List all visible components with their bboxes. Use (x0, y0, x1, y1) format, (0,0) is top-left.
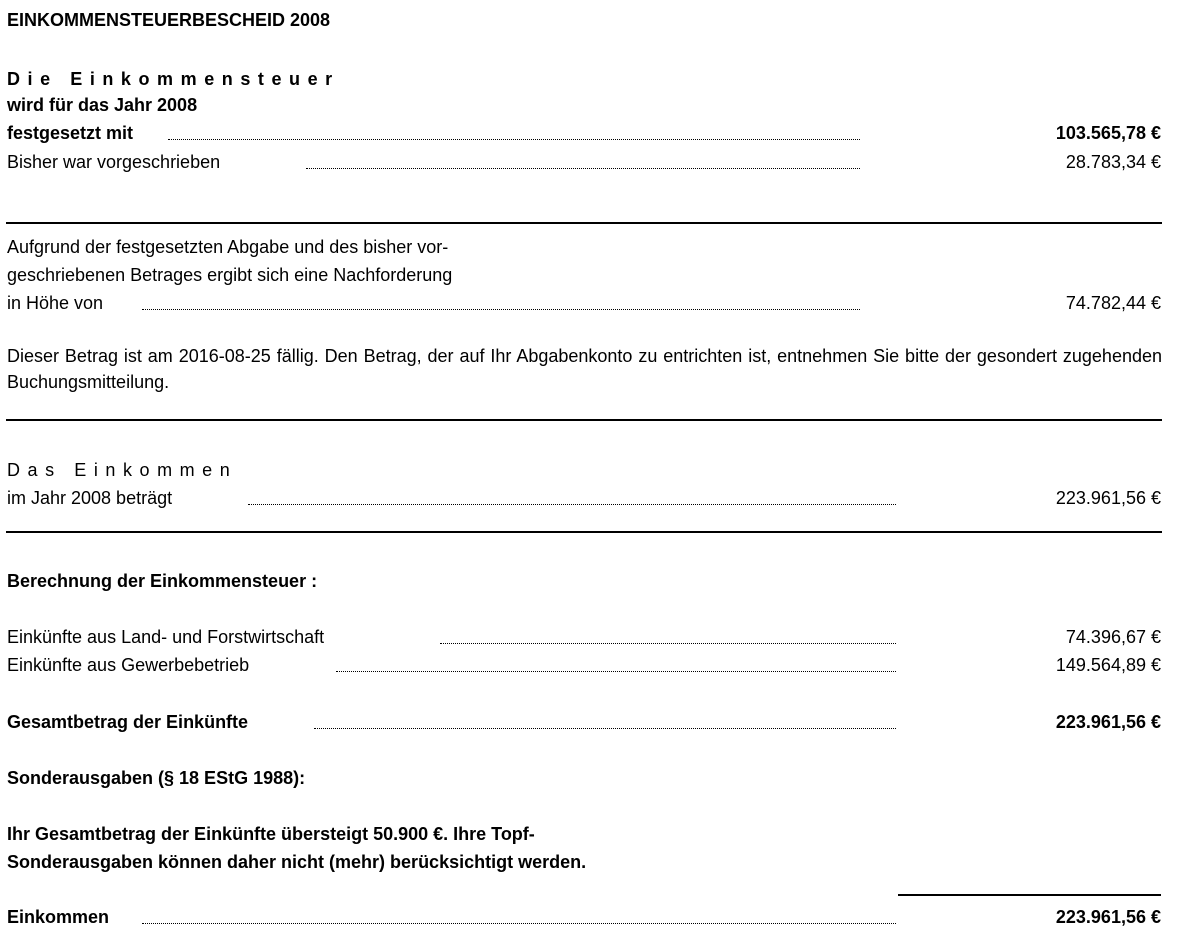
income-item-amount: 149.564,89 € (1055, 655, 1161, 675)
income-label: Einkommen (7, 907, 110, 927)
dot-leader (142, 307, 860, 310)
fixed-amount: 103.565,78 € (1055, 123, 1161, 143)
claim-amount: 74.782,44 € (1065, 293, 1161, 313)
dot-leader (440, 641, 896, 644)
dot-leader (314, 726, 896, 729)
claim-text-line2: geschriebenen Betrages ergibt sich eine Nachforderung (7, 265, 453, 285)
dot-leader (248, 502, 896, 505)
note-line2: Sonderausgaben können daher nicht (mehr) berücksichtigt werden. (7, 852, 587, 872)
due-date-paragraph: Dieser Betrag ist am 2016-08-25 fällig. Den Betrag, der auf Ihr Abgabenkonto zu entrichten ist, entnehmen Sie bitte der gesondert zugehenden Buchungsmitteilung. (7, 346, 1162, 392)
dot-leader (142, 921, 896, 924)
income-year-label: im Jahr 2008 beträgt (7, 488, 173, 508)
dot-leader (336, 669, 896, 672)
sum-rule (898, 894, 1161, 896)
note-line1: Ihr Gesamtbetrag der Einkünfte übersteigt 50.900 €. Ihre Topf- (7, 824, 535, 844)
dot-leader (306, 166, 860, 169)
income-heading: Das Einkommen (7, 460, 238, 480)
income-item-label: Einkünfte aus Gewerbebetrieb (7, 655, 250, 675)
income-amount: 223.961,56 € (1055, 907, 1161, 927)
divider (6, 222, 1162, 224)
income-year-amount: 223.961,56 € (1055, 488, 1161, 508)
document-title: EINKOMMENSTEUERBESCHEID 2008 (7, 10, 331, 30)
dot-leader (168, 137, 860, 140)
previous-amount: 28.783,34 € (1065, 152, 1161, 172)
total-income-label: Gesamtbetrag der Einkünfte (7, 712, 249, 732)
divider (6, 419, 1162, 421)
claim-text-line1: Aufgrund der festgesetzten Abgabe und des bisher vor- (7, 237, 449, 257)
total-income-amount: 223.961,56 € (1055, 712, 1161, 732)
divider (6, 531, 1162, 533)
tax-year-line: wird für das Jahr 2008 (7, 95, 198, 115)
income-item-label: Einkünfte aus Land- und Forstwirtschaft (7, 627, 325, 647)
income-item-amount: 74.396,67 € (1065, 627, 1161, 647)
special-expenses-heading: Sonderausgaben (§ 18 EStG 1988): (7, 768, 306, 788)
calculation-heading: Berechnung der Einkommensteuer : (7, 571, 318, 591)
fixed-label: festgesetzt mit (7, 123, 134, 143)
claim-label: in Höhe von (7, 293, 104, 313)
tax-heading: Die Einkommensteuer (7, 69, 340, 89)
previous-label: Bisher war vorgeschrieben (7, 152, 221, 172)
